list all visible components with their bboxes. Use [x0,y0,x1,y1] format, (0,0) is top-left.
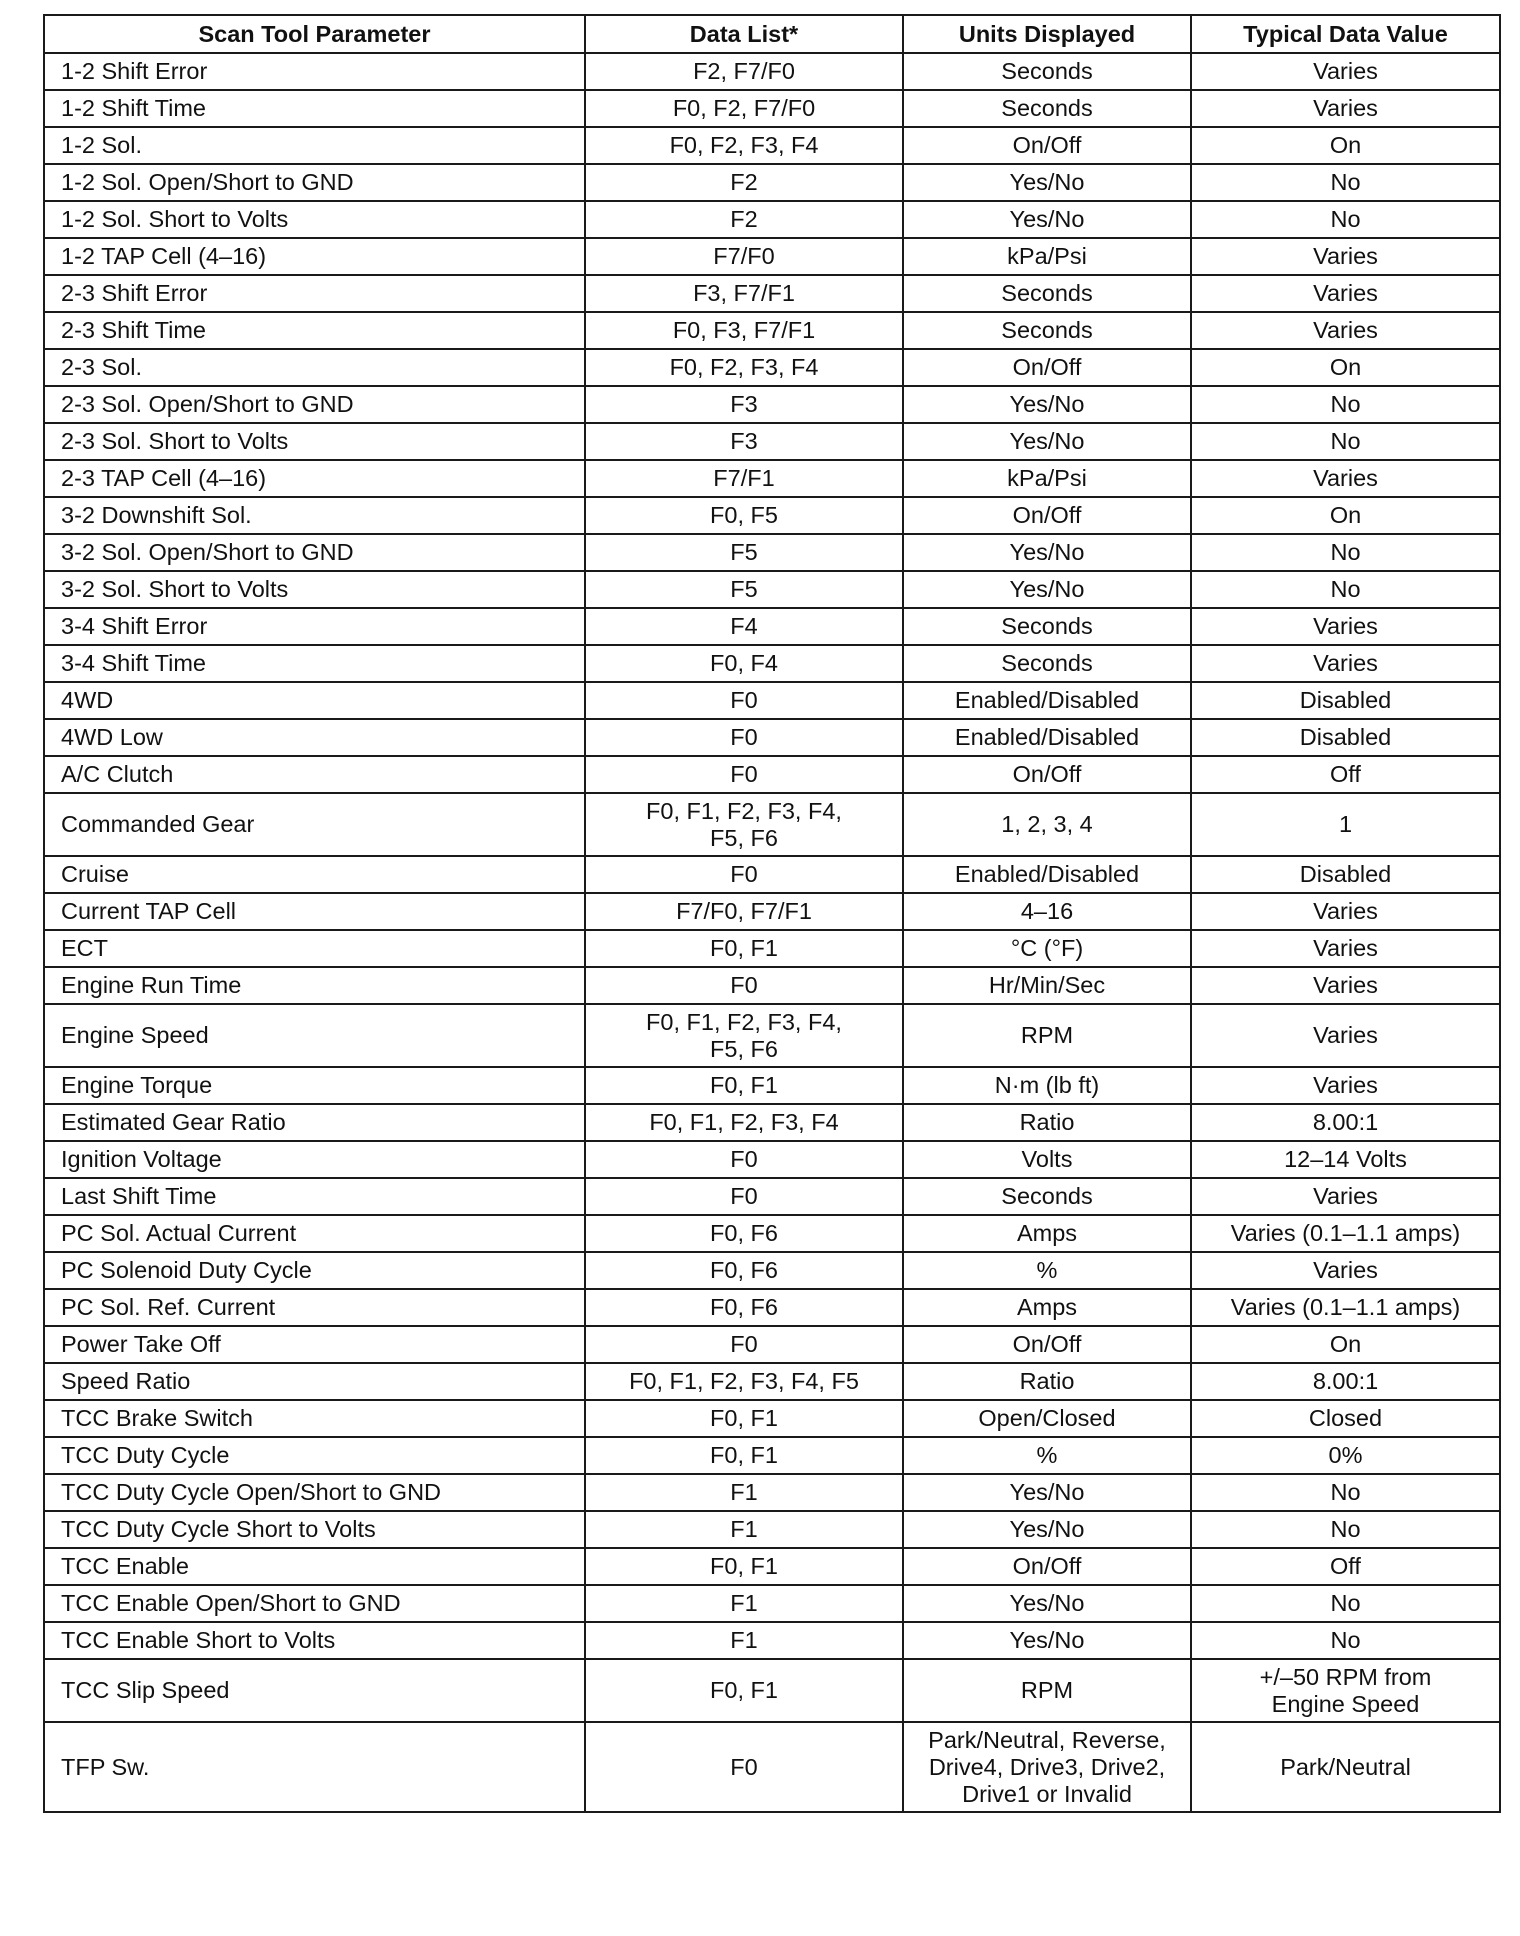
cell-typical-data-value: Closed [1191,1400,1500,1437]
table-row [44,1141,1500,1178]
cell-parameter: 2-3 Sol. Open/Short to GND [44,386,585,423]
table-row [44,423,1500,460]
table-row [44,1215,1500,1252]
cell-parameter: 3-4 Shift Time [44,645,585,682]
cell-data-list: F0, F6 [585,1289,903,1326]
cell-data-list: F3 [585,386,903,423]
cell-typical-data-value: No [1191,201,1500,238]
cell-typical-data-value: Varies (0.1–1.1 amps) [1191,1215,1500,1252]
cell-parameter: Cruise [44,856,585,893]
cell-parameter: TCC Brake Switch [44,1400,585,1437]
cell-parameter: PC Sol. Actual Current [44,1215,585,1252]
cell-data-list: F0, F2, F3, F4 [585,349,903,386]
cell-parameter: Power Take Off [44,1326,585,1363]
cell-units-displayed: % [903,1252,1191,1289]
cell-units-displayed: On/Off [903,127,1191,164]
cell-typical-data-value: No [1191,571,1500,608]
table-row [44,238,1500,275]
table-row [44,1104,1500,1141]
cell-data-list: F0, F1 [585,930,903,967]
cell-parameter: PC Sol. Ref. Current [44,1289,585,1326]
cell-typical-data-value: Varies [1191,1252,1500,1289]
cell-parameter: ECT [44,930,585,967]
cell-typical-data-value: Varies [1191,1004,1500,1067]
cell-parameter: 3-2 Downshift Sol. [44,497,585,534]
cell-parameter: TFP Sw. [44,1722,585,1812]
cell-typical-data-value: No [1191,1511,1500,1548]
table-row [44,967,1500,1004]
cell-units-displayed: Yes/No [903,164,1191,201]
cell-parameter: 2-3 TAP Cell (4–16) [44,460,585,497]
table-row [44,1252,1500,1289]
cell-units-displayed: Hr/Min/Sec [903,967,1191,1004]
cell-units-displayed: Enabled/Disabled [903,682,1191,719]
cell-typical-data-value: 0% [1191,1437,1500,1474]
cell-typical-data-value: Off [1191,756,1500,793]
cell-parameter: 2-3 Shift Time [44,312,585,349]
cell-data-list: F0 [585,856,903,893]
cell-units-displayed: N·m (lb ft) [903,1067,1191,1104]
cell-data-list: F3, F7/F1 [585,275,903,312]
cell-units-displayed: On/Off [903,1548,1191,1585]
cell-typical-data-value: On [1191,127,1500,164]
table-row [44,349,1500,386]
cell-typical-data-value: No [1191,1622,1500,1659]
cell-data-list: F7/F0, F7/F1 [585,893,903,930]
cell-typical-data-value: Varies [1191,53,1500,90]
cell-data-list: F0, F2, F3, F4 [585,127,903,164]
table-row [44,53,1500,90]
cell-typical-data-value: On [1191,349,1500,386]
cell-parameter: A/C Clutch [44,756,585,793]
cell-units-displayed: Yes/No [903,1585,1191,1622]
cell-parameter: 2-3 Sol. [44,349,585,386]
cell-data-list: F0 [585,1178,903,1215]
table-row [44,756,1500,793]
cell-parameter: 1-2 TAP Cell (4–16) [44,238,585,275]
table-row [44,1400,1500,1437]
cell-data-list: F1 [585,1474,903,1511]
table-row [44,460,1500,497]
cell-parameter: 1-2 Shift Error [44,53,585,90]
cell-data-list: F2 [585,201,903,238]
table-row [44,1289,1500,1326]
cell-parameter: Engine Torque [44,1067,585,1104]
cell-units-displayed: On/Off [903,756,1191,793]
cell-units-displayed: 1, 2, 3, 4 [903,793,1191,856]
cell-typical-data-value: Varies [1191,893,1500,930]
table-row [44,1585,1500,1622]
table-row [44,1437,1500,1474]
table-row [44,719,1500,756]
cell-parameter: TCC Duty Cycle Short to Volts [44,1511,585,1548]
cell-typical-data-value: Park/Neutral [1191,1722,1500,1812]
cell-typical-data-value: No [1191,164,1500,201]
cell-data-list: F5 [585,534,903,571]
table-row [44,893,1500,930]
cell-typical-data-value: Varies [1191,460,1500,497]
cell-data-list: F0, F6 [585,1252,903,1289]
cell-data-list: F0 [585,967,903,1004]
cell-parameter: 4WD Low [44,719,585,756]
table-row [44,1363,1500,1400]
table-row [44,645,1500,682]
cell-units-displayed: Seconds [903,312,1191,349]
cell-units-displayed: Yes/No [903,571,1191,608]
cell-parameter: 3-4 Shift Error [44,608,585,645]
cell-typical-data-value: Varies [1191,312,1500,349]
table-row [44,497,1500,534]
cell-units-displayed: kPa/Psi [903,460,1191,497]
cell-typical-data-value: No [1191,1474,1500,1511]
table-row [44,127,1500,164]
cell-units-displayed: On/Off [903,349,1191,386]
cell-typical-data-value: Varies [1191,238,1500,275]
cell-units-displayed: On/Off [903,1326,1191,1363]
cell-data-list: F7/F0 [585,238,903,275]
table-row [44,571,1500,608]
cell-typical-data-value: Varies (0.1–1.1 amps) [1191,1289,1500,1326]
table-row [44,856,1500,893]
header-data-list: Data List* [585,15,903,53]
cell-parameter: TCC Enable [44,1548,585,1585]
cell-parameter: Last Shift Time [44,1178,585,1215]
table-row [44,930,1500,967]
cell-units-displayed: % [903,1437,1191,1474]
cell-parameter: Ignition Voltage [44,1141,585,1178]
cell-units-displayed: Yes/No [903,534,1191,571]
cell-typical-data-value: On [1191,1326,1500,1363]
cell-parameter: 3-2 Sol. Short to Volts [44,571,585,608]
cell-data-list: F0, F1 [585,1067,903,1104]
table-row [44,1004,1500,1067]
header-row [44,15,1500,53]
cell-data-list: F0 [585,756,903,793]
table-row [44,312,1500,349]
cell-data-list: F0, F6 [585,1215,903,1252]
cell-units-displayed: Enabled/Disabled [903,856,1191,893]
table-row [44,386,1500,423]
table-row [44,90,1500,127]
cell-parameter: Speed Ratio [44,1363,585,1400]
cell-data-list: F0, F1, F2, F3, F4, F5 [585,1363,903,1400]
cell-data-list: F3 [585,423,903,460]
cell-data-list: F0, F1, F2, F3, F4, F5, F6 [585,1004,903,1067]
cell-typical-data-value: Varies [1191,645,1500,682]
cell-typical-data-value: Varies [1191,1178,1500,1215]
cell-units-displayed: Ratio [903,1104,1191,1141]
cell-data-list: F0, F1, F2, F3, F4, F5, F6 [585,793,903,856]
cell-parameter: TCC Duty Cycle [44,1437,585,1474]
table-header [44,15,1500,53]
cell-data-list: F0 [585,682,903,719]
table-row [44,1622,1500,1659]
cell-typical-data-value: No [1191,423,1500,460]
cell-parameter: Engine Speed [44,1004,585,1067]
cell-typical-data-value: 1 [1191,793,1500,856]
cell-parameter: 1-2 Shift Time [44,90,585,127]
table-row [44,682,1500,719]
cell-typical-data-value: Varies [1191,1067,1500,1104]
cell-parameter: Current TAP Cell [44,893,585,930]
header-typical-data-value: Typical Data Value [1191,15,1500,53]
cell-parameter: 4WD [44,682,585,719]
cell-data-list: F0, F3, F7/F1 [585,312,903,349]
cell-data-list: F4 [585,608,903,645]
cell-parameter: TCC Slip Speed [44,1659,585,1722]
table-row [44,1178,1500,1215]
cell-units-displayed: Seconds [903,1178,1191,1215]
cell-units-displayed: Park/Neutral, Reverse, Drive4, Drive3, Drive2, Drive1 or Invalid [903,1722,1191,1812]
cell-units-displayed: °C (°F) [903,930,1191,967]
cell-typical-data-value: 12–14 Volts [1191,1141,1500,1178]
cell-parameter: 1-2 Sol. [44,127,585,164]
cell-typical-data-value: 8.00:1 [1191,1104,1500,1141]
cell-units-displayed: Amps [903,1289,1191,1326]
cell-data-list: F1 [585,1511,903,1548]
cell-data-list: F0, F1 [585,1437,903,1474]
cell-data-list: F0, F5 [585,497,903,534]
table-row [44,201,1500,238]
cell-units-displayed: RPM [903,1659,1191,1722]
cell-data-list: F0 [585,1326,903,1363]
table-row [44,275,1500,312]
cell-data-list: F0, F2, F7/F0 [585,90,903,127]
cell-parameter: Commanded Gear [44,793,585,856]
table-row [44,1659,1500,1722]
cell-typical-data-value: Off [1191,1548,1500,1585]
cell-typical-data-value: Varies [1191,90,1500,127]
cell-parameter: 3-2 Sol. Open/Short to GND [44,534,585,571]
table-row [44,1474,1500,1511]
cell-typical-data-value: Varies [1191,967,1500,1004]
cell-parameter: TCC Duty Cycle Open/Short to GND [44,1474,585,1511]
cell-parameter: Engine Run Time [44,967,585,1004]
cell-data-list: F1 [585,1585,903,1622]
cell-data-list: F0, F1 [585,1400,903,1437]
cell-typical-data-value: Disabled [1191,856,1500,893]
table-row [44,1548,1500,1585]
header-units-displayed: Units Displayed [903,15,1191,53]
cell-typical-data-value: Disabled [1191,682,1500,719]
cell-parameter: 2-3 Shift Error [44,275,585,312]
table-row [44,164,1500,201]
table-row [44,1511,1500,1548]
cell-units-displayed: 4–16 [903,893,1191,930]
cell-parameter: 1-2 Sol. Open/Short to GND [44,164,585,201]
cell-data-list: F0 [585,1722,903,1812]
cell-units-displayed: Yes/No [903,386,1191,423]
cell-typical-data-value: Varies [1191,608,1500,645]
cell-units-displayed: Yes/No [903,423,1191,460]
cell-parameter: PC Solenoid Duty Cycle [44,1252,585,1289]
cell-units-displayed: Seconds [903,645,1191,682]
cell-units-displayed: Seconds [903,275,1191,312]
cell-typical-data-value: No [1191,1585,1500,1622]
cell-units-displayed: Yes/No [903,201,1191,238]
cell-data-list: F0, F1 [585,1659,903,1722]
table-row [44,608,1500,645]
cell-data-list: F1 [585,1622,903,1659]
cell-units-displayed: Amps [903,1215,1191,1252]
header-scan-tool-parameter: Scan Tool Parameter [44,15,585,53]
cell-units-displayed: Enabled/Disabled [903,719,1191,756]
cell-units-displayed: Seconds [903,53,1191,90]
table-row [44,1326,1500,1363]
cell-data-list: F0 [585,1141,903,1178]
cell-typical-data-value: Disabled [1191,719,1500,756]
cell-data-list: F5 [585,571,903,608]
cell-data-list: F0 [585,719,903,756]
scan-tool-parameter-table [43,14,1501,1813]
cell-data-list: F2, F7/F0 [585,53,903,90]
cell-typical-data-value: 8.00:1 [1191,1363,1500,1400]
cell-data-list: F2 [585,164,903,201]
table-row [44,793,1500,856]
cell-parameter: Estimated Gear Ratio [44,1104,585,1141]
table-row [44,534,1500,571]
cell-parameter: 1-2 Sol. Short to Volts [44,201,585,238]
cell-typical-data-value: On [1191,497,1500,534]
cell-units-displayed: RPM [903,1004,1191,1067]
cell-units-displayed: Yes/No [903,1474,1191,1511]
cell-typical-data-value: No [1191,534,1500,571]
cell-units-displayed: Yes/No [903,1511,1191,1548]
cell-data-list: F0, F1, F2, F3, F4 [585,1104,903,1141]
table-body [44,53,1500,1812]
table-row [44,1067,1500,1104]
cell-data-list: F0, F4 [585,645,903,682]
cell-typical-data-value: No [1191,386,1500,423]
cell-units-displayed: Seconds [903,90,1191,127]
cell-data-list: F7/F1 [585,460,903,497]
cell-units-displayed: Yes/No [903,1622,1191,1659]
cell-units-displayed: Seconds [903,608,1191,645]
cell-units-displayed: On/Off [903,497,1191,534]
cell-parameter: TCC Enable Open/Short to GND [44,1585,585,1622]
cell-parameter: 2-3 Sol. Short to Volts [44,423,585,460]
cell-typical-data-value: Varies [1191,275,1500,312]
cell-data-list: F0, F1 [585,1548,903,1585]
table-row [44,1722,1500,1812]
cell-parameter: TCC Enable Short to Volts [44,1622,585,1659]
cell-units-displayed: Volts [903,1141,1191,1178]
cell-units-displayed: kPa/Psi [903,238,1191,275]
cell-units-displayed: Ratio [903,1363,1191,1400]
cell-units-displayed: Open/Closed [903,1400,1191,1437]
cell-typical-data-value: +/–50 RPM from Engine Speed [1191,1659,1500,1722]
cell-typical-data-value: Varies [1191,930,1500,967]
